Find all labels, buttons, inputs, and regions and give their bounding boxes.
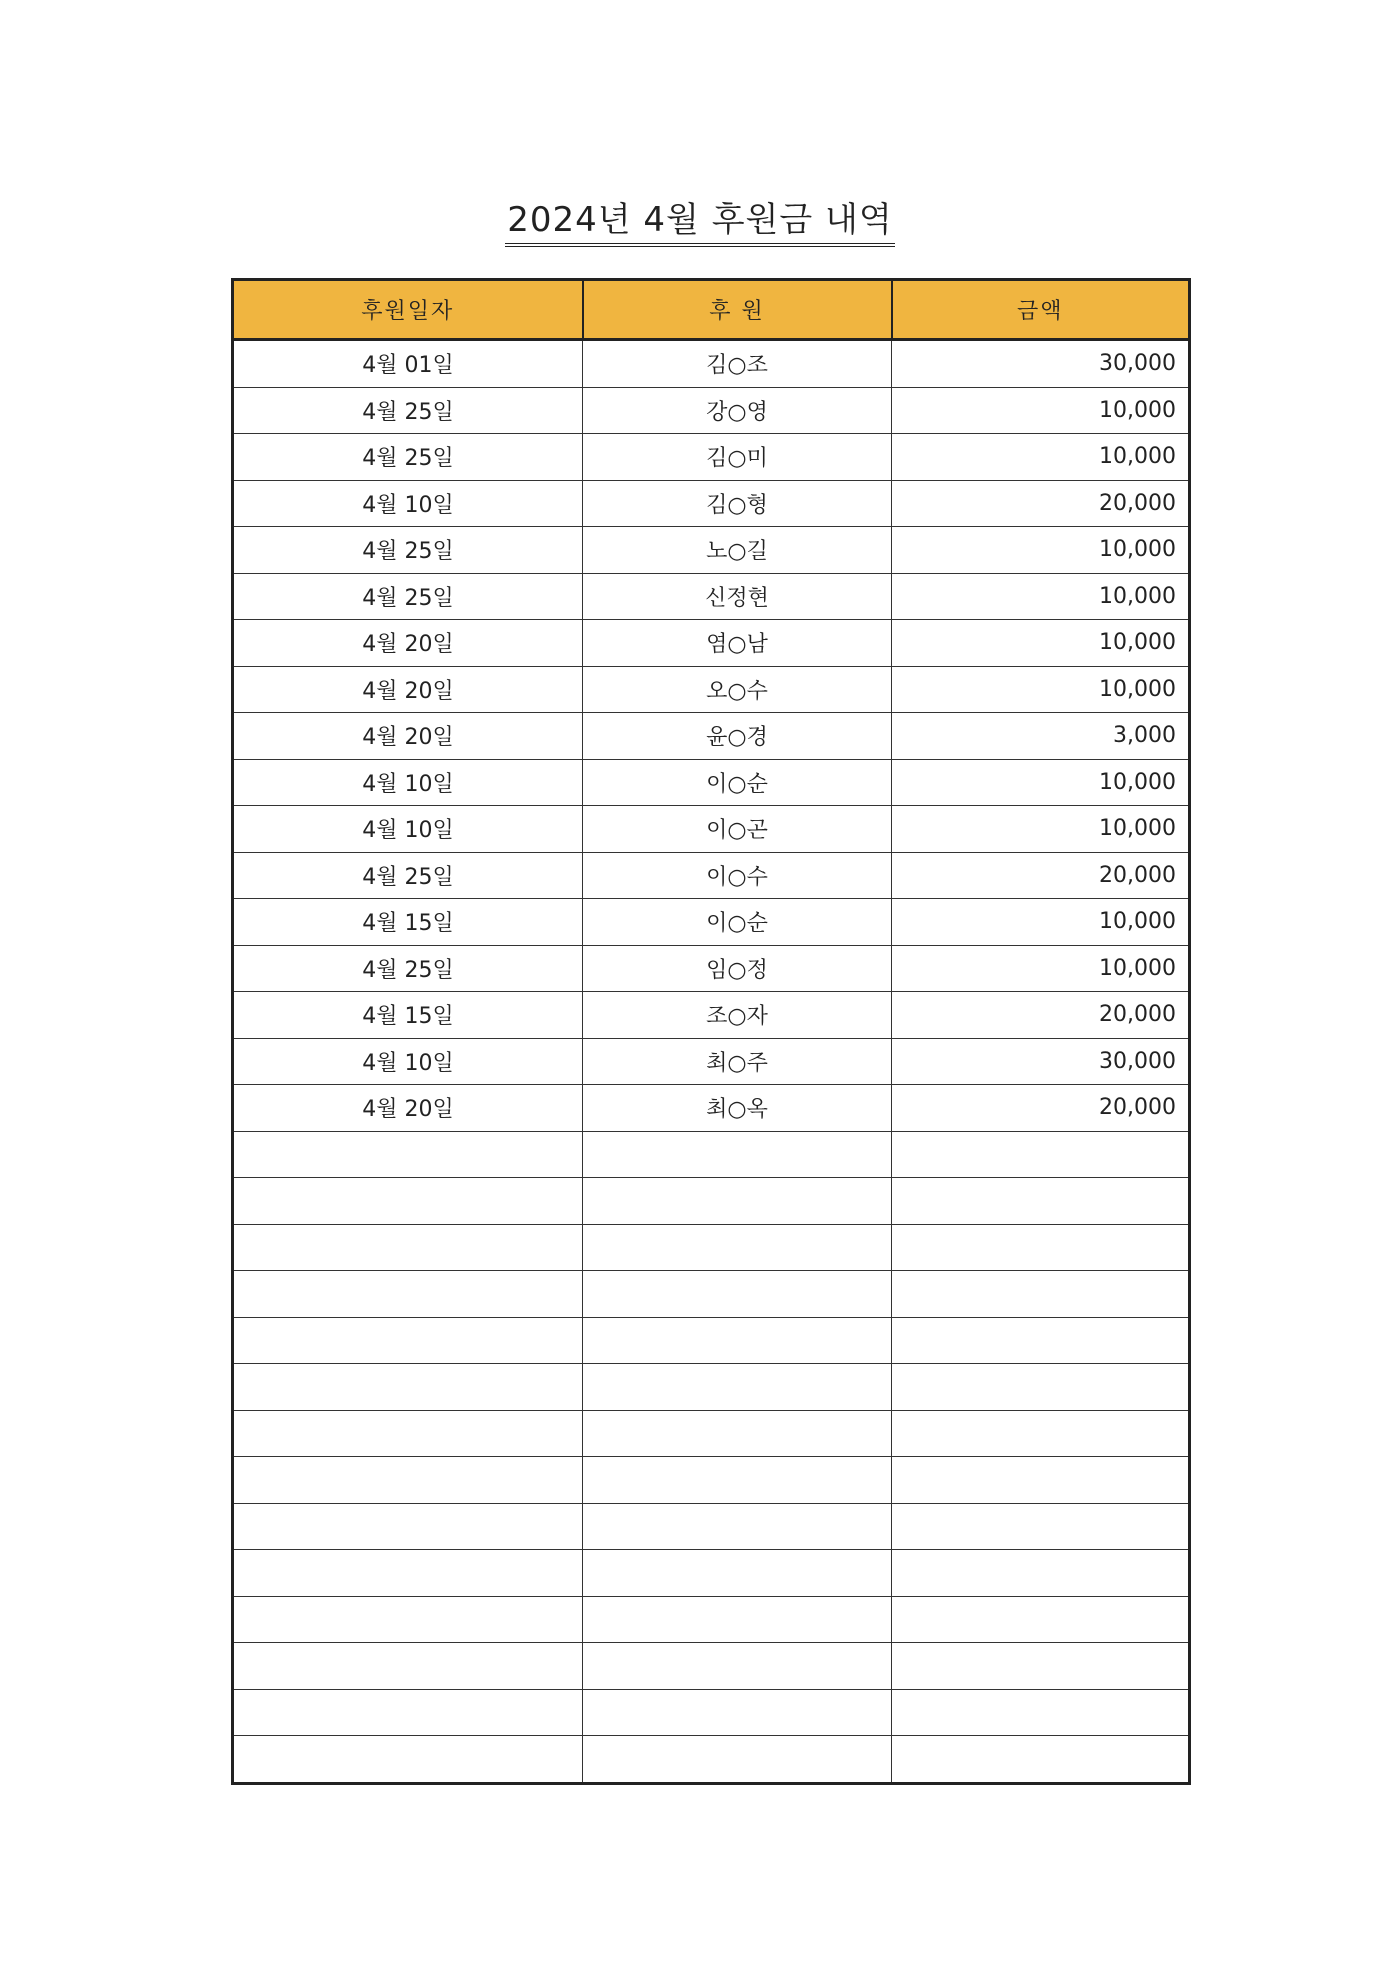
cell-amount: 10,000 bbox=[892, 759, 1190, 806]
empty-cell-donor bbox=[583, 1271, 892, 1318]
table-row bbox=[233, 899, 1190, 946]
table-row bbox=[233, 387, 1190, 434]
cell-date: 4월 25일 bbox=[233, 434, 583, 481]
document-title-text: 2024년 4월 후원금 내역 bbox=[505, 201, 895, 247]
donation-table bbox=[231, 278, 1191, 1785]
empty-table-row bbox=[233, 1736, 1190, 1784]
cell-donor: 임○정 bbox=[583, 945, 892, 992]
empty-cell-date bbox=[233, 1410, 583, 1457]
empty-cell-donor bbox=[583, 1317, 892, 1364]
empty-cell-donor bbox=[583, 1364, 892, 1411]
donation-table-container bbox=[231, 278, 1188, 1785]
empty-table-row bbox=[233, 1364, 1190, 1411]
table-row bbox=[233, 573, 1190, 620]
cell-amount: 20,000 bbox=[892, 1085, 1190, 1132]
cell-date: 4월 20일 bbox=[233, 666, 583, 713]
empty-cell-date bbox=[233, 1457, 583, 1504]
empty-cell-amount bbox=[892, 1503, 1190, 1550]
empty-cell-donor bbox=[583, 1178, 892, 1225]
cell-date: 4월 20일 bbox=[233, 1085, 583, 1132]
cell-date: 4월 10일 bbox=[233, 480, 583, 527]
empty-cell-date bbox=[233, 1364, 583, 1411]
empty-cell-date bbox=[233, 1736, 583, 1784]
empty-cell-amount bbox=[892, 1364, 1190, 1411]
cell-amount: 10,000 bbox=[892, 434, 1190, 481]
table-row bbox=[233, 852, 1190, 899]
empty-table-row bbox=[233, 1410, 1190, 1457]
cell-date: 4월 10일 bbox=[233, 806, 583, 853]
empty-cell-amount bbox=[892, 1131, 1190, 1178]
empty-table-row bbox=[233, 1503, 1190, 1550]
table-row bbox=[233, 340, 1190, 388]
table-row bbox=[233, 992, 1190, 1039]
empty-cell-date bbox=[233, 1131, 583, 1178]
cell-amount: 20,000 bbox=[892, 852, 1190, 899]
cell-date: 4월 25일 bbox=[233, 387, 583, 434]
table-row bbox=[233, 806, 1190, 853]
empty-cell-amount bbox=[892, 1224, 1190, 1271]
header-donor: 후 원 bbox=[583, 280, 892, 340]
cell-date: 4월 20일 bbox=[233, 620, 583, 667]
cell-amount: 20,000 bbox=[892, 992, 1190, 1039]
empty-cell-amount bbox=[892, 1689, 1190, 1736]
empty-table-row bbox=[233, 1643, 1190, 1690]
header-date: 후원일자 bbox=[233, 280, 583, 340]
cell-donor: 오○수 bbox=[583, 666, 892, 713]
cell-donor: 이○순 bbox=[583, 759, 892, 806]
empty-table-row bbox=[233, 1271, 1190, 1318]
table-row bbox=[233, 713, 1190, 760]
empty-cell-amount bbox=[892, 1596, 1190, 1643]
table-row bbox=[233, 666, 1190, 713]
cell-donor: 윤○경 bbox=[583, 713, 892, 760]
cell-amount: 10,000 bbox=[892, 527, 1190, 574]
empty-cell-amount bbox=[892, 1271, 1190, 1318]
cell-donor: 신정현 bbox=[583, 573, 892, 620]
cell-date: 4월 25일 bbox=[233, 573, 583, 620]
cell-amount: 3,000 bbox=[892, 713, 1190, 760]
empty-cell-amount bbox=[892, 1178, 1190, 1225]
cell-date: 4월 10일 bbox=[233, 1038, 583, 1085]
cell-donor: 김○미 bbox=[583, 434, 892, 481]
empty-cell-date bbox=[233, 1503, 583, 1550]
cell-donor: 노○길 bbox=[583, 527, 892, 574]
cell-donor: 최○주 bbox=[583, 1038, 892, 1085]
cell-amount: 10,000 bbox=[892, 806, 1190, 853]
cell-date: 4월 10일 bbox=[233, 759, 583, 806]
table-row bbox=[233, 945, 1190, 992]
empty-table-row bbox=[233, 1596, 1190, 1643]
empty-cell-date bbox=[233, 1689, 583, 1736]
cell-date: 4월 15일 bbox=[233, 899, 583, 946]
cell-donor: 김○형 bbox=[583, 480, 892, 527]
cell-donor: 최○옥 bbox=[583, 1085, 892, 1132]
cell-amount: 10,000 bbox=[892, 573, 1190, 620]
empty-cell-donor bbox=[583, 1131, 892, 1178]
table-row bbox=[233, 527, 1190, 574]
empty-cell-amount bbox=[892, 1410, 1190, 1457]
empty-table-row bbox=[233, 1550, 1190, 1597]
empty-cell-donor bbox=[583, 1410, 892, 1457]
empty-cell-amount bbox=[892, 1736, 1190, 1784]
table-row bbox=[233, 759, 1190, 806]
empty-cell-amount bbox=[892, 1457, 1190, 1504]
cell-amount: 20,000 bbox=[892, 480, 1190, 527]
cell-date: 4월 01일 bbox=[233, 340, 583, 388]
empty-table-row bbox=[233, 1317, 1190, 1364]
empty-cell-donor bbox=[583, 1503, 892, 1550]
cell-donor: 강○영 bbox=[583, 387, 892, 434]
empty-cell-date bbox=[233, 1550, 583, 1597]
table-row bbox=[233, 1085, 1190, 1132]
empty-cell-donor bbox=[583, 1224, 892, 1271]
cell-date: 4월 25일 bbox=[233, 852, 583, 899]
cell-date: 4월 25일 bbox=[233, 945, 583, 992]
cell-donor: 이○수 bbox=[583, 852, 892, 899]
empty-cell-date bbox=[233, 1643, 583, 1690]
cell-donor: 이○순 bbox=[583, 899, 892, 946]
empty-cell-amount bbox=[892, 1317, 1190, 1364]
empty-cell-donor bbox=[583, 1689, 892, 1736]
empty-cell-date bbox=[233, 1271, 583, 1318]
cell-donor: 이○곤 bbox=[583, 806, 892, 853]
empty-cell-date bbox=[233, 1596, 583, 1643]
cell-amount: 10,000 bbox=[892, 620, 1190, 667]
empty-table-row bbox=[233, 1178, 1190, 1225]
table-row bbox=[233, 620, 1190, 667]
document-title bbox=[0, 200, 1400, 247]
cell-date: 4월 15일 bbox=[233, 992, 583, 1039]
cell-amount: 10,000 bbox=[892, 666, 1190, 713]
cell-amount: 10,000 bbox=[892, 945, 1190, 992]
empty-cell-date bbox=[233, 1224, 583, 1271]
empty-cell-amount bbox=[892, 1550, 1190, 1597]
cell-amount: 10,000 bbox=[892, 387, 1190, 434]
empty-table-row bbox=[233, 1224, 1190, 1271]
empty-cell-donor bbox=[583, 1643, 892, 1690]
empty-cell-amount bbox=[892, 1643, 1190, 1690]
cell-amount: 10,000 bbox=[892, 899, 1190, 946]
cell-date: 4월 20일 bbox=[233, 713, 583, 760]
empty-cell-date bbox=[233, 1178, 583, 1225]
table-row bbox=[233, 434, 1190, 481]
empty-table-row bbox=[233, 1457, 1190, 1504]
empty-cell-donor bbox=[583, 1596, 892, 1643]
cell-amount: 30,000 bbox=[892, 1038, 1190, 1085]
cell-donor: 김○조 bbox=[583, 340, 892, 388]
cell-date: 4월 25일 bbox=[233, 527, 583, 574]
cell-donor: 조○자 bbox=[583, 992, 892, 1039]
header-amount: 금액 bbox=[892, 280, 1190, 340]
table-header-row bbox=[233, 280, 1190, 340]
table-body bbox=[233, 340, 1190, 1784]
empty-table-row bbox=[233, 1689, 1190, 1736]
empty-cell-donor bbox=[583, 1457, 892, 1504]
table-row bbox=[233, 1038, 1190, 1085]
empty-cell-donor bbox=[583, 1550, 892, 1597]
table-row bbox=[233, 480, 1190, 527]
empty-table-row bbox=[233, 1131, 1190, 1178]
empty-cell-donor bbox=[583, 1736, 892, 1784]
cell-amount: 30,000 bbox=[892, 340, 1190, 388]
empty-cell-date bbox=[233, 1317, 583, 1364]
cell-donor: 염○남 bbox=[583, 620, 892, 667]
